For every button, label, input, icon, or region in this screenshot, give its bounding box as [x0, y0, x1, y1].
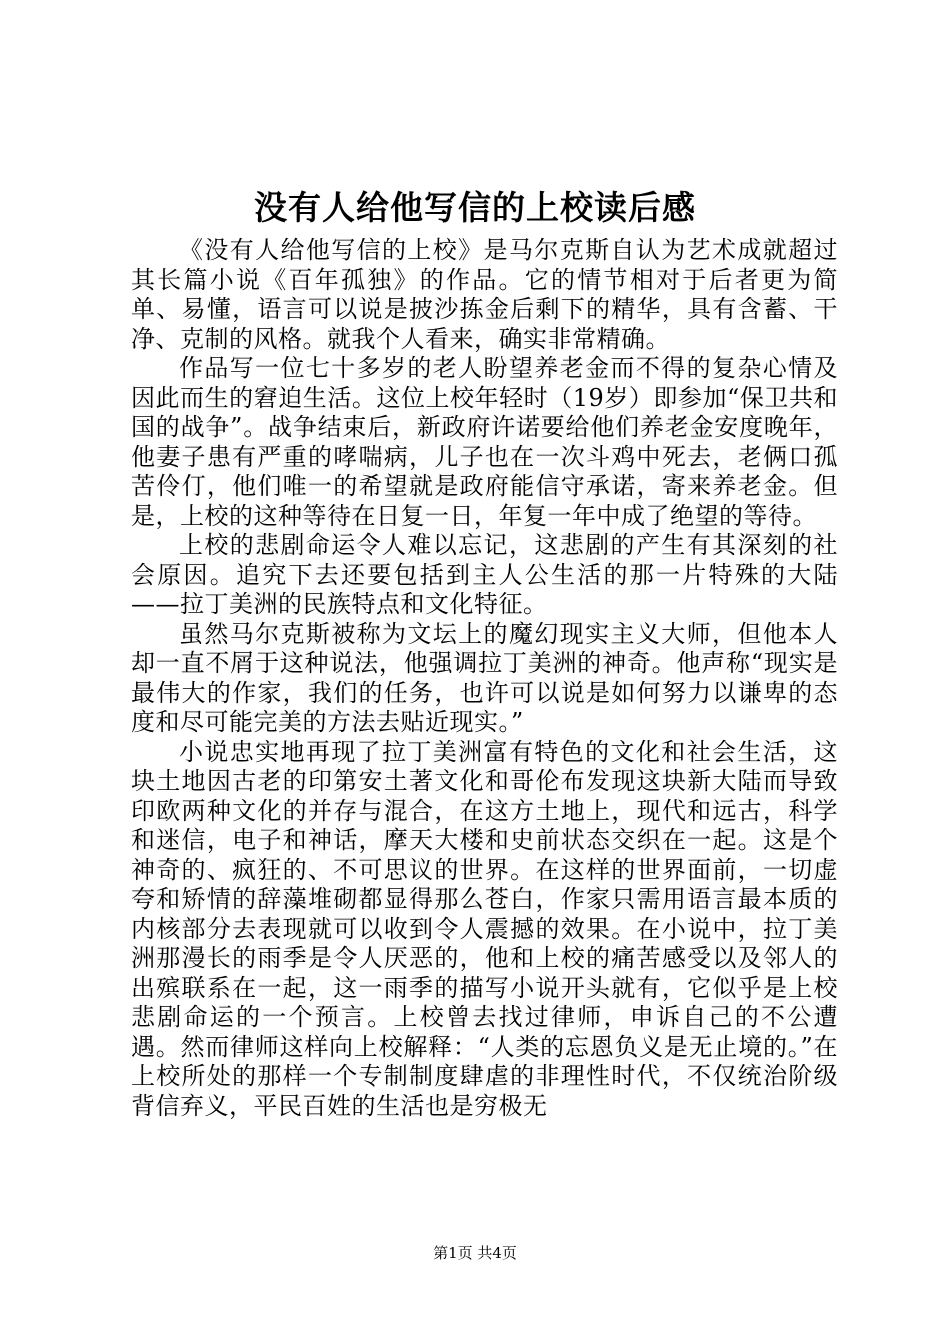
paragraph-1: 《没有人给他写信的上校》是马尔克斯自认为艺术成就超过其长篇小说《百年孤独》的作品。它的情节相对于后者更为简单、易懂，语言可以说是披沙拣金后剩下的精华，具有含蓄、干净、克制的风格。就我个人看来，确实非常精确。	[131, 236, 838, 353]
paragraph-5: 小说忠实地再现了拉丁美洲富有特色的文化和社会生活，这块土地因古老的印第安土著文化和哥伦布发现这块新大陆而导致印欧两种文化的并存与混合，在这方土地上，现代和远古，科学和迷信，电子和神话，摩天大楼和史前状态交织在一起。这是个神奇的、疯狂的、不可思议的世界。在这样的世界面前，一切虚夸和矫情的辞藻堆砌都显得那么苍白，作家只需用语言最本质的内核部分去表现就可以收到令人震撼的效果。在小说中，拉丁美洲那漫长的雨季是令人厌恶的，他和上校的痛苦感受以及邻人的出殡联系在一起，这一雨季的描写小说开头就有，它似乎是上校悲剧命运的一个预言。上校曾去找过律师，申诉自己的不公遭遇。然而律师这样向上校解释：“人类的忘恩负义是无止境的。”在上校所处的那样一个专制制度肆虐的非理性时代，不仅统治阶级背信弃义，平民百姓的生活也是穷极无	[131, 737, 838, 1120]
paragraph-2: 作品写一位七十多岁的老人盼望养老金而不得的复杂心情及因此而生的窘迫生活。这位上校年轻时（19岁）即参加“保卫共和国的战争”。战争结束后，新政府许诺要给他们养老金安度晚年，他妻子患有严重的哮喘病，儿子也在一次斗鸡中死去，老俩口孤苦伶仃，他们唯一的希望就是政府能信守承诺，寄来养老金。但是，上校的这种等待在日复一日，年复一年中成了绝望的等待。	[131, 354, 838, 530]
paragraph-3: 上校的悲剧命运令人难以忘记，这悲剧的产生有其深刻的社会原因。追究下去还要包括到主人公生活的那一片特殊的大陆——拉丁美洲的民族特点和文化特征。	[131, 531, 838, 618]
document-body	[131, 236, 838, 1121]
document-title: 没有人给他写信的上校读后感	[254, 188, 696, 227]
page-number-footer: 第1页 共4页	[433, 1244, 517, 1262]
paragraph-4: 虽然马尔克斯被称为文坛上的魔幻现实主义大师，但他本人却一直不屑于这种说法，他强调拉丁美洲的神奇。他声称“现实是最伟大的作家，我们的任务，也许可以说是如何努力以谦卑的态度和尽可能完美的方法去贴近现实。”	[131, 619, 838, 736]
